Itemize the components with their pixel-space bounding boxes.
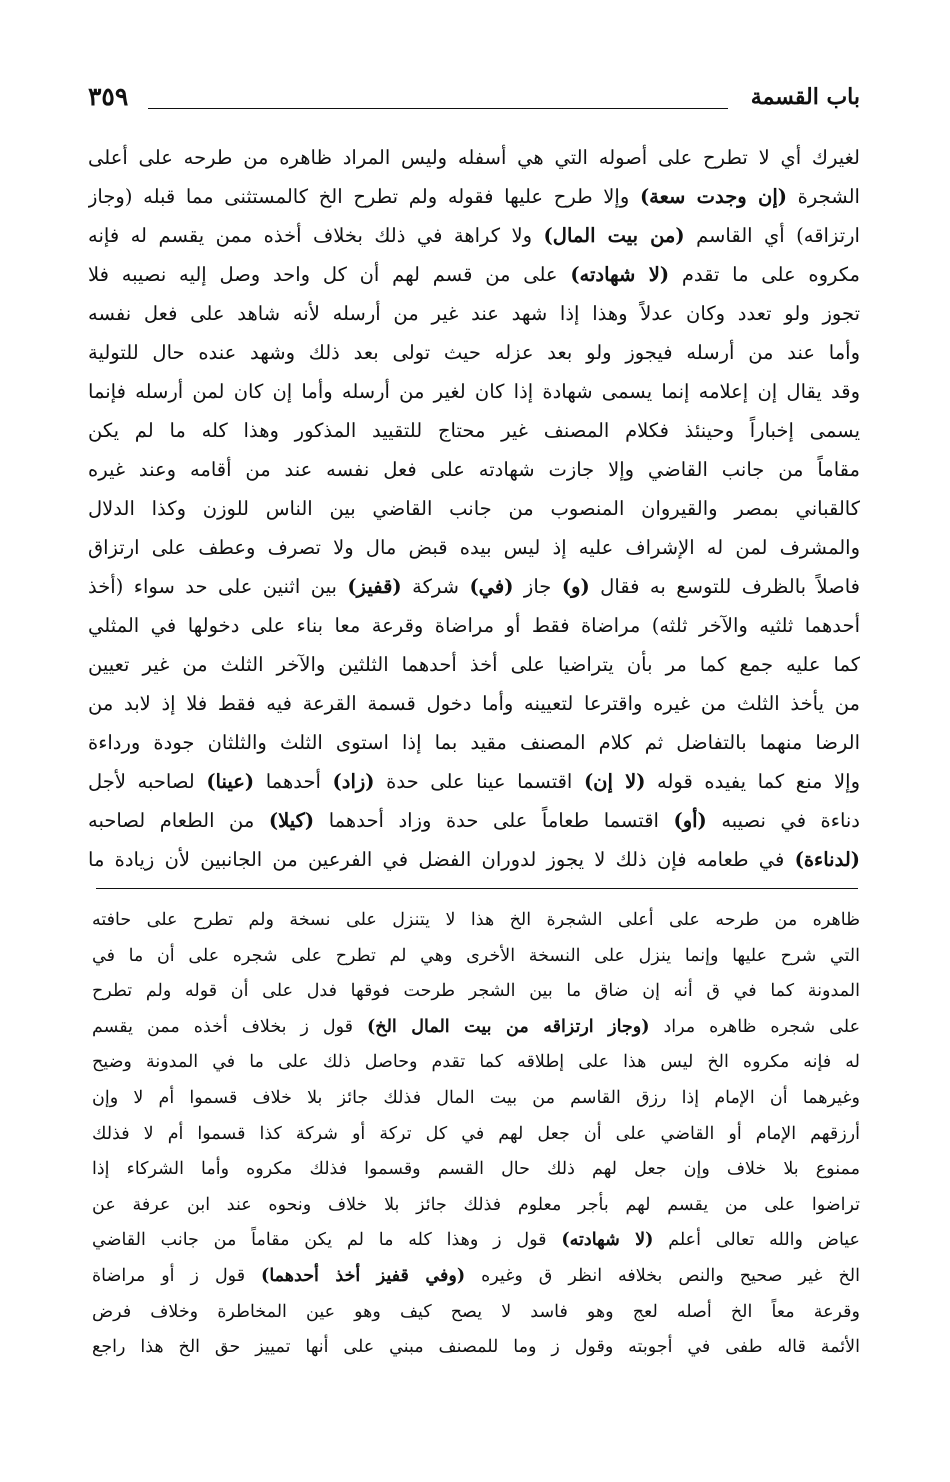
main-text-line: الشجرة (إن وجدت سعة) وإلا طرح عليها فقوله ولم تطرح الخ كالمستثنى مما قبله (وجاز bbox=[88, 185, 860, 208]
main-text-line: (لدناءة) في طعامه فإن ذلك لا يجوز لدوران الفضل في الفرعين من الجانبين لأن زيادة ما bbox=[88, 848, 860, 871]
footnote-line: ممنوع بلا خلاف وإن جعل لهم ذلك حال القسم وقسموا فذلك مكروه وأما الشركاء إذا bbox=[92, 1159, 860, 1180]
main-text-line: أحدهما ثلثيه والآخر ثلثه) مراضاة فقط أو مراضاة وقرعة معا بناء على دخولها في المثلي bbox=[88, 614, 860, 637]
footnote-line: ظاهره من طرحه على أعلى الشجرة الخ هذا لا يتنزل على نسخة ولم تطرح على حافته bbox=[92, 910, 860, 930]
header-rule bbox=[148, 108, 728, 109]
footnote-line: المدونة كما في ق أنه إن ضاق ما بين الشجر طرحت فوقها فدل على أن قوله ولم تطرح bbox=[92, 981, 860, 1002]
footnote-line: الأئمة قاله طفى في أجوبته وقول ز وما للمصنف مبني على أنها تمييز حق الخ هذا راجع bbox=[92, 1337, 860, 1358]
page-number: ٣٥٩ bbox=[88, 82, 129, 111]
footnote-line: تراضوا على من يقسم لهم بأجر معلوم فذلك جائز بلا خلاف ونحوه عند ابن عرفة عن bbox=[92, 1194, 860, 1215]
footnote-line: أرزقهم الإمام أو القاضي على أن جعل لهم في كل تركة أو شركة كذا قسموا أم لا فذلك bbox=[92, 1123, 860, 1144]
main-text-line: يسمى إخباراً وحينئذ فكلام المصنف غير محتاج للتقييد المذكور وهذا كله ما لم يكن bbox=[88, 419, 860, 442]
footnote-line: وغيرهما أن الإمام إذا رزق القاسم من بيت المال فذلك جائز بلا خلاف قسموا أم لا وإن bbox=[92, 1087, 860, 1108]
footnote-separator bbox=[96, 888, 858, 889]
main-text-line: دناءة في نصيبه (أو) اقتسما طعاماً على حدة وزاد أحدهما (كيلا) من الطعام لصاحبه bbox=[88, 809, 860, 832]
main-text-line: من يأخذ الثلث من غيره واقترعا لتعيينه وأما دخول قسمة القرعة فيه فقط فلا إذ لابد من bbox=[88, 692, 860, 715]
main-text-line: وإلا منع كما يفيده قوله (لا إن) اقتسما عينا على حدة (زاد) أحدهما (عينا) لصاحبه لأجل bbox=[88, 770, 860, 793]
footnote-line: وقرعة معاً الخ أصله لعج وهو فاسد لا يصح كيف وهو عين المخاطرة وخلاف فرض bbox=[92, 1301, 860, 1322]
footnote-line: على شجره ظاهره مراد (وجاز ارتزاقه من بيت المال الخ) قول ز بخلاف أخذه ممن يقسم bbox=[92, 1016, 860, 1037]
main-text-line: مقاماً من جانب القاضي وإلا جازت شهادته على فعل نفسه عند من أقامه وعند غيره bbox=[88, 458, 860, 481]
main-text-line: وقد يقال إن إعلامه إنما يسمى شهادة إذا كان لغير من أرسله وأما إن كان لمن أرسله فإنما bbox=[88, 380, 860, 403]
main-text-line: مكروه على ما تقدم (لا شهادته) على من قسم لهم أن كل واحد وصل إليه نصيبه فلا bbox=[88, 263, 860, 286]
main-text-line: كما عليه جمع كما مر بأن يتراضيا على أخذ أحدهما الثلثين والآخر الثلث من غير تعيين bbox=[88, 653, 860, 676]
footnote-line: الخ غير صحيح والنص بخلافه انظر ق وغيره (وفي قفيز أخذ أحدهما) قول ز أو مراضاة bbox=[92, 1265, 860, 1286]
main-text-line: الرضا منهما بالتفاضل ثم كلام المصنف مقيد بما إذا استوى الثلث والثلثان جودة ورداءة bbox=[88, 731, 860, 754]
main-text-line: والمشرف لمن له الإشراف عليه إذ ليس بيده قبض مال ولا تصرف وعطف على ارتزاق bbox=[88, 536, 860, 559]
main-text-line: فاصلاً بالظرف للتوسع به فقال (و) جاز (في) شركة (قفيز) بين اثنين على حد سواء (أخذ bbox=[88, 575, 860, 598]
chapter-title: باب القسمة bbox=[750, 84, 860, 110]
main-text-line: كالقباني بمصر والقيروان المنصوب من جانب القاضي بين الناس للوزن وكذا الدلال bbox=[88, 497, 860, 520]
main-text-line: وأما عند من أرسله فيجوز ولو بعد عزله حيث تولى بعد ذلك وشهد عنده حال للتولية bbox=[88, 341, 860, 364]
footnote-line: التي شرح عليها وإنما ينزل على النسخة الأخرى وهي لم تطرح على شجره على أن ما في bbox=[92, 945, 860, 966]
main-text-line: لغيرك أي لا تطرح على أصوله التي هي أسفله وليس المراد ظاهره من طرحه على أعلى bbox=[88, 146, 860, 169]
main-text-line: تجوز ولو تعدد وكان عدلاً وهذا إذا شهد عند غير من أرسله لأنه شاهد على فعل نفسه bbox=[88, 302, 860, 325]
main-text bbox=[88, 138, 860, 879]
footnote-line: عياض والله تعالى أعلم (لا شهادته) قول ز وهذا كله ما لم يكن مقاماً من جانب القاضي bbox=[92, 1230, 860, 1251]
main-text-line: ارتزاقه) أي القاسم (من بيت المال) ولا كراهة في ذلك بخلاف أخذه ممن يقسم له فإنه bbox=[88, 224, 860, 247]
footnote-line: له فإنه مكروه الخ ليس هذا على إطلاقه كما تقدم وحاصل ذلك على ما في المدونة وضيح bbox=[92, 1052, 860, 1073]
footnote-text bbox=[92, 903, 860, 1366]
page-header bbox=[88, 82, 860, 122]
